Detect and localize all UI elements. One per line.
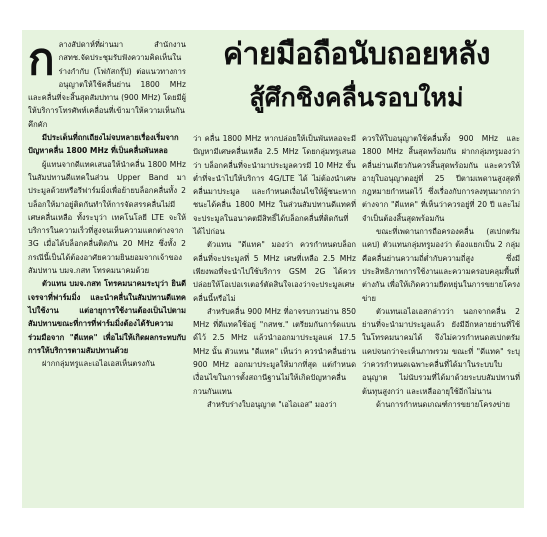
column-3 (362, 132, 520, 411)
paragraph: ตัวแทน "ดีแทค" มองว่า ควรกำหนดบล็อกคลื่นที่จะประมูลที่ 5 MHz เศษที่เหลือ 2.5 MHz เพียงพอที่จะนำไปใช้บริการ GSM 2G ได้ควรปล่อยให้โอเปอเรเตอร์ตัดสินใจเองว่าจะประมูลเศษคลื่นนี้หรือไม่ (193, 240, 356, 303)
headline (193, 32, 520, 118)
paragraph: ควรให้ใบอนุญาตใช้คลื่นทั้ง 900 MHz และ 1800 MHz สิ้นสุดพร้อมกัน ฝากกลุ่มทรูมองว่า คลื่นย่านเดียวกันควรสิ้นสุดพร้อมกัน และควรให้อายุใบอนุญาตอยู่ที่ 25 ปีตามเพดานสูงสุดที่กฎหมายกำหนดไว้ ซึ่งเรื่องกับการลงทุนมากกว่า ต่างจาก "ดีแทค" ที่เห็นว่าควรอยู่ที่ 20 ปี และไม่จำเป็นต้องสิ้นสุดพร้อมกัน (362, 134, 520, 223)
paragraph: ว่า คลื่น 1800 MHz หากปล่อยให้เป็นพันหลอจะมีปัญหามีเศษคลื่นเหลือ 2.5 MHz โดยกลุ่มทรูเสนอว่า บล็อกคลื่นที่จะนำมาประมูลควรมี 10 MHz ขั้นต่ำที่จะนำไปให้บริการ 4G/LTE ได้ ไม่ต้องนำเศษคลื่นมาประมูล และกำหนดเงื่อนไขให้ผู้ชนะหากชนะได้คลื่น 1800 MHz ในส่วนสัมปทานดีแทคที่จะประมูลในอนาคตมีสิทธิ์ได้บล็อกคลื่นที่ติดกันที่ได้ไปก่อน (193, 134, 356, 237)
paragraph (28, 34, 186, 131)
column-1 (28, 34, 186, 370)
headline-line-1: ค่ายมือถือนับถอยหลัง (222, 37, 491, 72)
paragraph: มีประเด็นที่ถกเถียงไม่จบหลายเรื่องเริ่มจากปัญหาคลื่น 1800 MHz ที่เป็นคลื่นพันหลอ (28, 133, 179, 156)
paragraph: ผู้แทนจากดีแทคเสนอให้นำคลื่น 1800 MHz ในสัมปทานดีแทคในส่วน Upper Band มาประมูลด้วยหรือรีฟาร์มมิ่งเพื่อย้ายบล็อกคลื่นทั้ง 2 บล็อกให้มาอยู่ติดกันทำให้การจัดสรรคลื่นไม่มีเศษคลื่นเหลือ ทั้งระบุว่า เทคโนโลยี LTE จะให้บริการในความเร็วที่สูงจนเห็นความแตกต่างจาก 3G เมื่อได้บล็อกคลื่นติดกัน 20 MHz ซึ่งทั้ง 2 กรณีนี้เป็นได้ต้องอาศัยความยินยอมจากเจ้าของสัมปทาน บมจ.กสท โทรคมนาคมด้วย (28, 159, 186, 276)
paragraph-text: ลางสัปดาห์ที่ผ่านมา สำนักงาน กสทช.จัดประชุมรับฟังความคิดเห็นในร่างกำกับ (โฟกัสกรุ๊ป) ต่อแนวทางการอนุญาตให้ใช้คลื่นย่าน 1800 MHz และคลื่นที่จะสิ้นสุดสัมปทาน (900 MHz) โดยมีผู้ให้บริการโทรศัพท์เคลื่อนที่เข้ามาให้ความเห็นกันคึกคัก (28, 40, 186, 129)
headline-line-2: สู้ศึกชิงคลื่นรอบใหม่ (249, 83, 464, 112)
drop-cap: ก (28, 34, 55, 85)
paragraph: ตัวแทน บมจ.กสท โทรคมนาคมระบุว่า ยินดีเจรจาที่ฟาร์มมิ่ง และนำคลื่นในสัมปทานดีแทคไปใช้งาน แต่อายุการใช้งานต้องเป็นไปตามสัมปทานขณะที่การที่ฟาร์มมิ่งต้องได้รับความร่วมมือจาก "ดีแทค" เพื่อไม่ให้เกิดผลกระทบกับการให้บริการตามสัมปทานด้วย (28, 279, 186, 355)
paragraph: ฝากกลุ่มทรูและเอไอเอสเห็นตรงกัน (42, 359, 155, 369)
news-clipping (22, 30, 524, 508)
paragraph: สำหรับร่างใบอนุญาต "เอไอเอส" มองว่า (207, 399, 337, 409)
paragraph: สำหรับคลื่น 900 MHz ที่อาจรบกวนย่าน 850 MHz ที่ดีแทคใช้อยู่ "กสทช." เตรียมกันการ์ดแบนด์ไว้ 2.5 MHz แล้วนำออกมาประมูลแค่ 17.5 MHz นั้น ตัวแทน "ดีแทค" เห็นว่า ควรนำคลื่นย่าน 900 MHz ออกมาประมูลให้มากที่สุด แต่กำหนดเงื่อนไขในการตั้งสถานีฐานไม่ให้เกิดปัญหาคลื่นกวนกันแทน (193, 306, 356, 396)
column-2 (193, 132, 356, 411)
paragraph: ขณะที่เพดานการถือครองคลื่น (สเปกตรัมแคป) ตัวแทนกลุ่มทรูมองว่า ต้องแยกเป็น 2 กลุ่มคือคลื่นย่านความถี่ต่ำกับความถี่สูง ซึ่งมีประสิทธิภาพการใช้งานและความครอบคลุมพื้นที่ต่างกัน เพื่อให้เกิดความยืดหยุ่นในการขยายโครงข่าย (362, 227, 520, 303)
paragraph: ตัวแทนเอไอเอสกล่าวว่า นอกจากคลื่น 2 ย่านที่จะนำมาประมูลแล้ว ยังมีอีกหลายย่านที่ใช้ในโทรคมนาคมได้ จึงไม่ควรกำหนดสเปกตรัมแคปจนกว่าจะเห็นภาพรวม ขณะที่ "ดีแทค" ระบุว่าควรกำหนดเฉพาะคลื่นที่ได้มาในระบบใบอนุญาต ไม่นับรวมที่ได้มาด้วยระบบสัมปทานที่ต้นทุนสูงกว่า และเหลืออายุใช้อีกไม่นาน (362, 306, 520, 396)
paragraph: ด้านการกำหนดเกณฑ์การขยายโครงข่าย (376, 399, 511, 409)
